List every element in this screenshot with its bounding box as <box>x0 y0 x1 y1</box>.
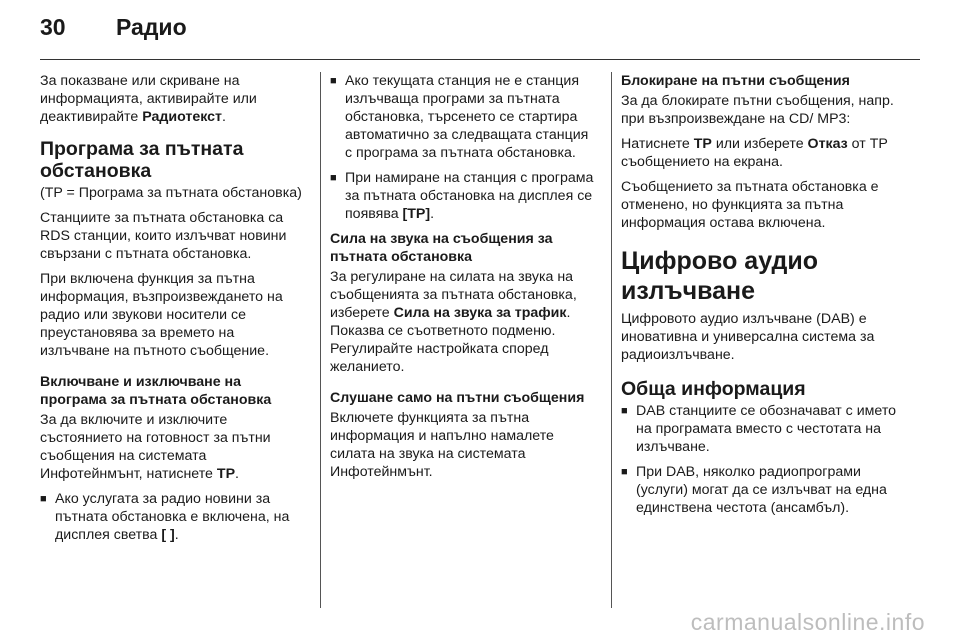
heading-traffic-volume: Сила на звука на съобщения за пътната обстановка <box>330 231 553 265</box>
paragraph: Включете функцията за пътна информация и напълно намалете силата на звука на системата Инфотейнмънт. <box>330 410 554 480</box>
list-item: ■ Ако текущата станция не е станция излъчваща програми за пътната обстановка, търсенето се стартира автоматично за следващата станция с програма за пътната обстановка. <box>330 72 598 162</box>
list-item: ■ При DAB, няколко радиопрограми (услуги) могат да се излъчват на една единствена честота (ансамбъл). <box>621 463 906 517</box>
header-rule <box>40 59 920 60</box>
column-3 <box>621 72 906 524</box>
watermark: carmanualsonline.info <box>690 609 925 635</box>
column-divider <box>611 72 612 608</box>
heading-tp-on-off: Включване и изключване на програма за пътната обстановка <box>40 374 272 408</box>
paragraph: Съобщението за пътната обстановка е отменено, но функцията за пътна информация остава включена. <box>621 179 879 231</box>
column-1 <box>40 72 308 551</box>
list-item: ■ Ако услугата за радио новини за пътната обстановка е включена, на дисплея светва [ ]. <box>40 490 308 544</box>
paragraph: Станциите за пътната обстановка са RDS станции, които излъчват новини свързани с пътната обстановка. <box>40 210 287 262</box>
heading-dab: Цифрово аудио излъчване <box>621 247 818 305</box>
heading-block-traffic: Блокиране на пътни съобщения <box>621 73 850 89</box>
section-title: Радио <box>116 14 187 40</box>
list-item: ■ DAB станциите се обозначават с името на програмата вместо с честотата на излъчване. <box>621 402 906 456</box>
column-divider <box>320 72 321 608</box>
page-number: 30 <box>40 14 66 40</box>
heading-listen-traffic-only: Слушане само на пътни съобщения <box>330 390 585 406</box>
paragraph: Натиснете TP или изберете Отказ от TP съобщението на екрана. <box>621 136 888 170</box>
paragraph: За да включите и изключите състоянието на готовност за пътни съобщения на системата Инфотейнмънт, натиснете TP. <box>40 412 271 482</box>
heading-traffic-program: Програма за пътната обстановка <box>40 138 244 182</box>
column-2 <box>330 72 598 488</box>
bullet-list <box>330 72 598 223</box>
bullet-list <box>621 402 906 517</box>
paragraph: Регулирайте настройката според желанието. <box>330 341 549 375</box>
tp-abbreviation: (TP = Програма за пътната обстановка) <box>40 185 302 201</box>
paragraph: За да блокирате пътни съобщения, напр. при възпроизвеждане на CD/ MP3: <box>621 93 894 127</box>
paragraph: За регулиране на силата на звука на съобщенията за пътната обстановка, изберете Сила на звука за трафик. Показва се съответното подменю. <box>330 269 577 339</box>
paragraph: Цифровото аудио излъчване (DAB) е иновативна и универсална система за радиоизлъчване. <box>621 311 875 363</box>
list-item: ■ При намиране на станция с програма за пътната обстановка на дисплея се появява [TP]. <box>330 169 598 223</box>
bullet-list <box>40 490 308 544</box>
paragraph: За показване или скриване на информацията, активирайте или деактивирайте Радиотекст. <box>40 73 257 125</box>
paragraph: При включена функция за пътна информация, възпроизвеждането на радио или звукови носители се преустановява за времето на излъчване на пътното съобщение. <box>40 271 283 359</box>
heading-general-info: Обща информация <box>621 378 806 400</box>
